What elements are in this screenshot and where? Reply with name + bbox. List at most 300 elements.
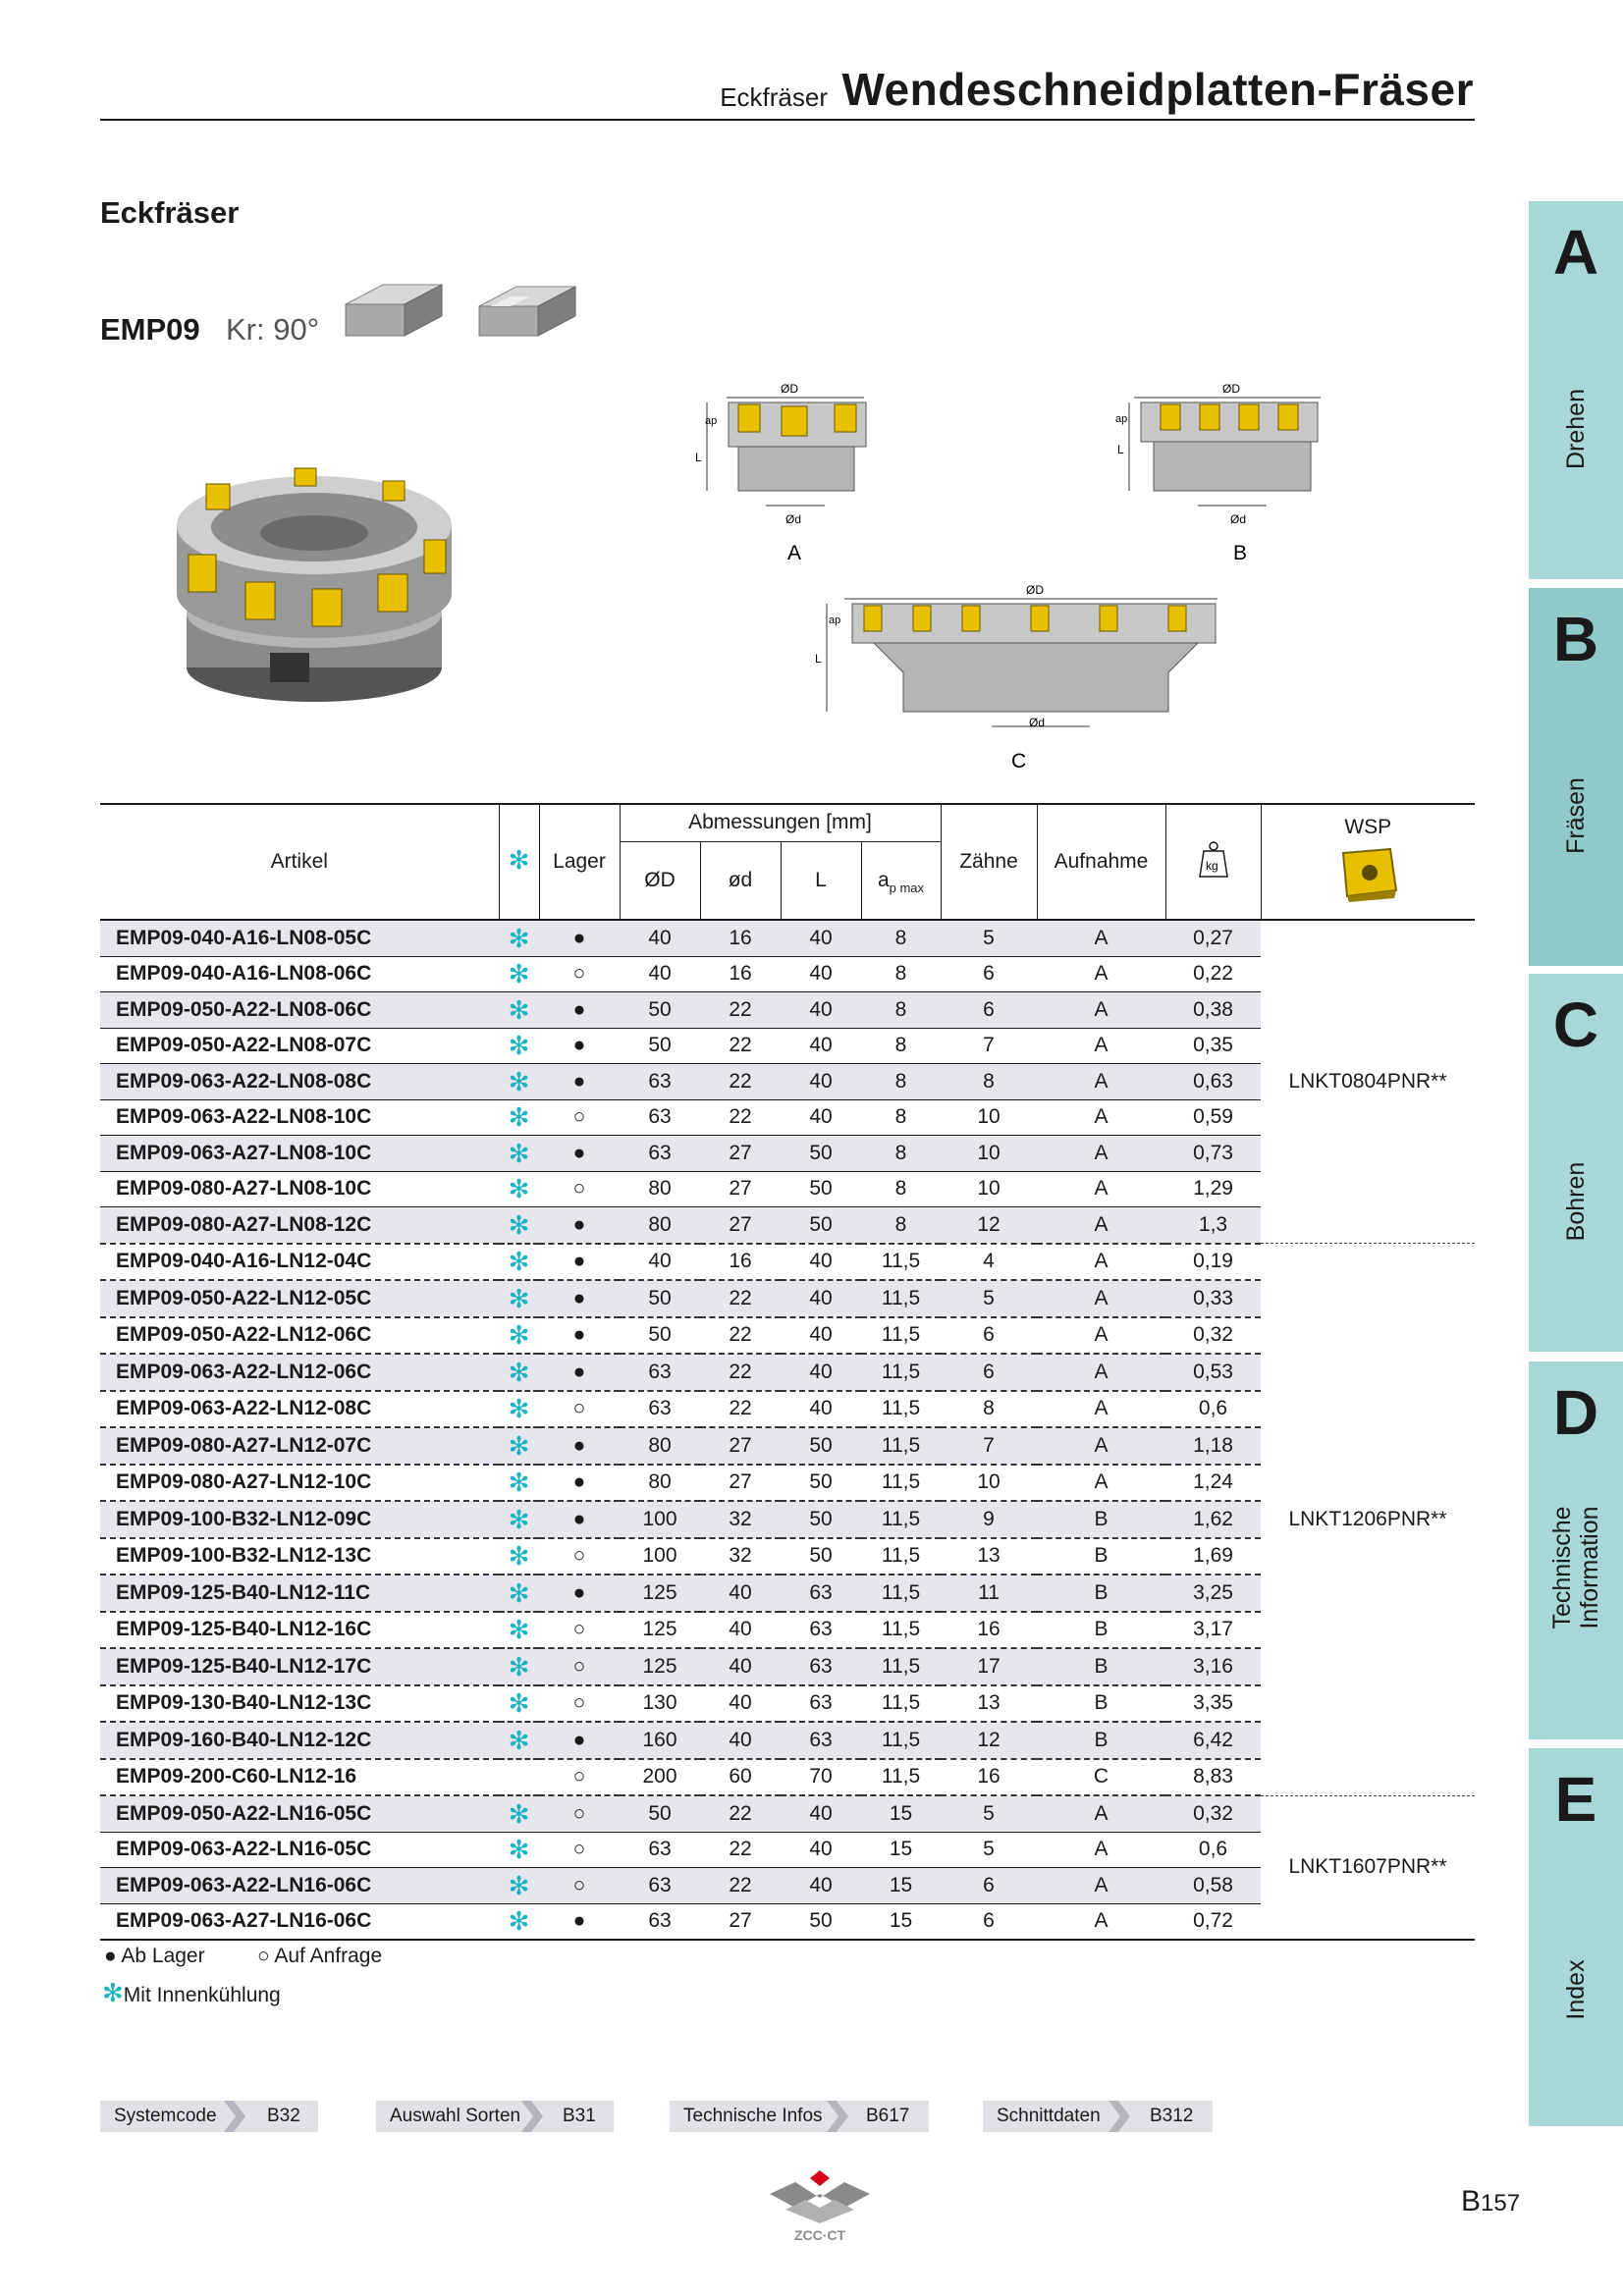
dim-L: 40 xyxy=(781,1028,861,1064)
dim-D: 100 xyxy=(620,1538,700,1575)
mount: A xyxy=(1037,1391,1165,1428)
teeth: 5 xyxy=(941,920,1037,956)
dim-ap: 11,5 xyxy=(861,1722,941,1759)
cooling-mark: ✻ xyxy=(499,920,539,956)
drawing-b-D: ØD xyxy=(1222,382,1240,396)
legend-request: ○ Auf Anfrage xyxy=(257,1945,383,1967)
teeth: 7 xyxy=(941,1028,1037,1064)
dim-D: 125 xyxy=(620,1575,700,1612)
stock-mark: ○ xyxy=(539,956,620,992)
tab-letter-e: E xyxy=(1554,1764,1597,1835)
dim-ap: 11,5 xyxy=(861,1427,941,1465)
col-lager: Lager xyxy=(539,804,620,920)
tab-label-index: Index xyxy=(1562,1959,1590,2020)
teeth: 9 xyxy=(941,1501,1037,1538)
article-number: EMP09-080-A27-LN12-10C xyxy=(100,1465,499,1502)
article-number: EMP09-125-B40-LN12-16C xyxy=(100,1612,499,1649)
mount: A xyxy=(1037,1207,1165,1244)
dim-D: 80 xyxy=(620,1427,700,1465)
stock-mark: ○ xyxy=(539,1099,620,1136)
teeth: 6 xyxy=(941,992,1037,1029)
mount: A xyxy=(1037,1465,1165,1502)
dim-L: 40 xyxy=(781,1099,861,1136)
mount: A xyxy=(1037,1064,1165,1100)
mount: A xyxy=(1037,1099,1165,1136)
cooling-mark: ✻ xyxy=(499,1427,539,1465)
article-number: EMP09-040-A16-LN08-05C xyxy=(100,920,499,956)
tab-label-bohren: Bohren xyxy=(1562,1161,1590,1242)
mount: B xyxy=(1037,1575,1165,1612)
dim-D: 160 xyxy=(620,1722,700,1759)
dim-d: 27 xyxy=(700,1136,781,1172)
weight: 1,24 xyxy=(1165,1465,1261,1502)
dim-L: 40 xyxy=(781,1832,861,1868)
dim-D: 50 xyxy=(620,992,700,1029)
dim-d: 27 xyxy=(700,1171,781,1207)
col-L: L xyxy=(781,841,861,920)
drawing-c-ap: ap xyxy=(829,614,841,626)
dim-D: 50 xyxy=(620,1317,700,1355)
dim-ap: 11,5 xyxy=(861,1501,941,1538)
dim-D: 50 xyxy=(620,1028,700,1064)
dim-L: 50 xyxy=(781,1538,861,1575)
insert-icon xyxy=(206,484,230,509)
article-number: EMP09-100-B32-LN12-13C xyxy=(100,1538,499,1575)
col-ap: $a_{p max}$ xyxy=(861,841,941,920)
weight: 0,53 xyxy=(1165,1354,1261,1391)
dim-d: 22 xyxy=(700,1354,781,1391)
tab-technische-information[interactable] xyxy=(1529,1362,1623,1739)
weight: 0,38 xyxy=(1165,992,1261,1029)
mount: C xyxy=(1037,1759,1165,1796)
article-number: EMP09-040-A16-LN12-04C xyxy=(100,1244,499,1281)
dim-ap: 8 xyxy=(861,1136,941,1172)
stock-mark: ● xyxy=(539,1354,620,1391)
page-number: B157 xyxy=(1461,2185,1521,2217)
dim-D: 130 xyxy=(620,1685,700,1723)
dim-ap: 8 xyxy=(861,956,941,992)
weight: 0,72 xyxy=(1165,1903,1261,1940)
dim-D: 63 xyxy=(620,1354,700,1391)
dim-D: 125 xyxy=(620,1648,700,1685)
ref-technische-infos[interactable]: Technische Infos B617 xyxy=(670,2101,929,2132)
weight: 1,69 xyxy=(1165,1538,1261,1575)
dim-L: 40 xyxy=(781,920,861,956)
tab-fraesen[interactable] xyxy=(1529,588,1623,966)
mount: B xyxy=(1037,1501,1165,1538)
chevron-right-icon xyxy=(521,2101,543,2132)
article-number: EMP09-063-A22-LN16-06C xyxy=(100,1868,499,1904)
stock-mark: ● xyxy=(539,1136,620,1172)
stock-mark: ● xyxy=(539,1244,620,1281)
teeth: 8 xyxy=(941,1391,1037,1428)
article-number: EMP09-063-A22-LN12-06C xyxy=(100,1354,499,1391)
weight: 1,3 xyxy=(1165,1207,1261,1244)
drawing-c-L: L xyxy=(815,652,822,666)
tab-drehen[interactable] xyxy=(1529,201,1623,579)
dim-d: 27 xyxy=(700,1903,781,1940)
dim-D: 63 xyxy=(620,1903,700,1940)
teeth: 7 xyxy=(941,1427,1037,1465)
teeth: 6 xyxy=(941,1868,1037,1904)
cooling-mark: ✻ xyxy=(499,1501,539,1538)
insert-icon xyxy=(383,481,405,501)
teeth: 11 xyxy=(941,1575,1037,1612)
mount: A xyxy=(1037,1354,1165,1391)
drawing-b-label: B xyxy=(1233,542,1248,564)
stock-mark: ○ xyxy=(539,1795,620,1832)
stock-mark: ● xyxy=(539,1207,620,1244)
table-row xyxy=(100,920,1475,956)
drawing-a-ap: ap xyxy=(705,415,718,427)
article-number: EMP09-063-A22-LN12-08C xyxy=(100,1391,499,1428)
ref-schnittdaten[interactable]: Schnittdaten B312 xyxy=(983,2101,1213,2132)
mount: A xyxy=(1037,1136,1165,1172)
header-rule xyxy=(100,119,1475,121)
tab-letter-d: D xyxy=(1552,1377,1599,1448)
insert-icon xyxy=(189,555,216,592)
drawing-b xyxy=(1090,373,1345,569)
dim-d: 22 xyxy=(700,1868,781,1904)
ref-systemcode[interactable]: Systemcode B32 xyxy=(100,2101,318,2132)
dim-D: 50 xyxy=(620,1795,700,1832)
teeth: 10 xyxy=(941,1171,1037,1207)
cooling-mark: ✻ xyxy=(499,1795,539,1832)
wsp-group-label: LNKT0804PNR** xyxy=(1261,920,1475,1244)
cooling-mark: ✻ xyxy=(499,1612,539,1649)
dim-L: 50 xyxy=(781,1207,861,1244)
mount: A xyxy=(1037,956,1165,992)
dim-d: 27 xyxy=(700,1427,781,1465)
dim-L: 63 xyxy=(781,1648,861,1685)
stock-mark: ○ xyxy=(539,1868,620,1904)
dim-d: 40 xyxy=(700,1685,781,1723)
teeth: 5 xyxy=(941,1832,1037,1868)
dim-L: 40 xyxy=(781,1280,861,1317)
stock-mark: ● xyxy=(539,992,620,1029)
dim-d: 22 xyxy=(700,1028,781,1064)
teeth: 6 xyxy=(941,1903,1037,1940)
chevron-right-icon xyxy=(827,2101,848,2132)
chevron-right-icon xyxy=(1109,2101,1130,2132)
stock-mark: ● xyxy=(539,920,620,956)
article-number: EMP09-125-B40-LN12-17C xyxy=(100,1648,499,1685)
stock-mark: ● xyxy=(539,1064,620,1100)
drawing-c-D: ØD xyxy=(1026,583,1044,597)
dim-ap: 15 xyxy=(861,1832,941,1868)
mount: B xyxy=(1037,1538,1165,1575)
dim-D: 63 xyxy=(620,1136,700,1172)
weight: 6,42 xyxy=(1165,1722,1261,1759)
weight: 1,29 xyxy=(1165,1171,1261,1207)
dim-d: 32 xyxy=(700,1501,781,1538)
insert-icon xyxy=(295,468,316,486)
article-number: EMP09-125-B40-LN12-11C xyxy=(100,1575,499,1612)
tab-label-drehen: Drehen xyxy=(1562,389,1590,469)
weight: 0,6 xyxy=(1165,1391,1261,1428)
dim-d: 22 xyxy=(700,1795,781,1832)
product-table xyxy=(100,803,1475,1941)
teeth: 13 xyxy=(941,1538,1037,1575)
weight: 0,19 xyxy=(1165,1244,1261,1281)
section-title: Eckfräser xyxy=(100,195,240,230)
dim-ap: 8 xyxy=(861,1207,941,1244)
logo-text: ZCC·CT xyxy=(793,2227,846,2243)
header-category: Eckfräser xyxy=(720,82,828,112)
dim-ap: 11,5 xyxy=(861,1354,941,1391)
dim-D: 40 xyxy=(620,956,700,992)
weight: 0,32 xyxy=(1165,1317,1261,1355)
col-artikel: Artikel xyxy=(100,804,499,920)
teeth: 12 xyxy=(941,1207,1037,1244)
dim-L: 50 xyxy=(781,1427,861,1465)
col-weight xyxy=(1165,804,1261,920)
dim-ap: 11,5 xyxy=(861,1465,941,1502)
drawing-b-ap: ap xyxy=(1115,413,1128,425)
dim-d: 32 xyxy=(700,1538,781,1575)
stock-mark: ● xyxy=(539,1722,620,1759)
zcc-ct-logo xyxy=(766,2164,874,2243)
tab-bohren[interactable] xyxy=(1529,974,1623,1352)
article-number: EMP09-063-A22-LN08-08C xyxy=(100,1064,499,1100)
dim-L: 40 xyxy=(781,1317,861,1355)
article-number: EMP09-080-A27-LN08-10C xyxy=(100,1171,499,1207)
cooling-mark: ✻ xyxy=(499,1280,539,1317)
weight: 1,62 xyxy=(1165,1501,1261,1538)
legend-cooling: ✻Mit Innenkühlung xyxy=(102,1978,281,2007)
dim-D: 80 xyxy=(620,1207,700,1244)
weight: 0,33 xyxy=(1165,1280,1261,1317)
milling-cutter-illustration xyxy=(167,447,461,712)
stock-mark: ○ xyxy=(539,1685,620,1723)
teeth: 5 xyxy=(941,1280,1037,1317)
tab-index[interactable] xyxy=(1529,1748,1623,2126)
stock-mark: ○ xyxy=(539,1538,620,1575)
mount: A xyxy=(1037,920,1165,956)
weight: 0,6 xyxy=(1165,1832,1261,1868)
cooling-mark: ✻ xyxy=(499,1064,539,1100)
drawing-b-d: Ød xyxy=(1230,512,1247,526)
article-number: EMP09-050-A22-LN12-05C xyxy=(100,1280,499,1317)
dim-L: 40 xyxy=(781,1244,861,1281)
dim-d: 40 xyxy=(700,1575,781,1612)
cooling-mark: ✻ xyxy=(499,1244,539,1281)
mount: A xyxy=(1037,1868,1165,1904)
dim-ap: 11,5 xyxy=(861,1648,941,1685)
weight: 0,22 xyxy=(1165,956,1261,992)
dim-ap: 15 xyxy=(861,1868,941,1904)
drawing-a xyxy=(687,373,903,569)
insert-icon xyxy=(245,582,275,619)
cooling-mark: ✻ xyxy=(499,992,539,1029)
stock-mark: ○ xyxy=(539,1612,620,1649)
teeth: 16 xyxy=(941,1759,1037,1796)
cooling-mark: ✻ xyxy=(499,1028,539,1064)
dim-d: 22 xyxy=(700,1064,781,1100)
mount: A xyxy=(1037,1427,1165,1465)
drawing-b-L: L xyxy=(1117,443,1124,456)
wsp-label: WSP xyxy=(1344,816,1392,838)
insert-icon xyxy=(424,540,446,573)
dim-ap: 8 xyxy=(861,920,941,956)
weight: 0,59 xyxy=(1165,1099,1261,1136)
drawing-a-L: L xyxy=(695,451,702,464)
dim-ap: 11,5 xyxy=(861,1317,941,1355)
dim-L: 50 xyxy=(781,1501,861,1538)
teeth: 5 xyxy=(941,1795,1037,1832)
cooling-mark: ✻ xyxy=(499,1391,539,1428)
dim-d: 22 xyxy=(700,1832,781,1868)
cooling-mark: ✻ xyxy=(499,1648,539,1685)
drawing-a-d: Ød xyxy=(785,512,802,526)
dim-ap: 11,5 xyxy=(861,1538,941,1575)
weight: 8,83 xyxy=(1165,1759,1261,1796)
cooling-mark: ✻ xyxy=(499,1099,539,1136)
article-number: EMP09-063-A22-LN08-10C xyxy=(100,1099,499,1136)
dim-L: 50 xyxy=(781,1171,861,1207)
dim-ap: 11,5 xyxy=(861,1391,941,1428)
dim-L: 63 xyxy=(781,1722,861,1759)
mount: A xyxy=(1037,1244,1165,1281)
article-number: EMP09-050-A22-LN08-07C xyxy=(100,1028,499,1064)
dim-ap: 8 xyxy=(861,1171,941,1207)
article-number: EMP09-040-A16-LN08-06C xyxy=(100,956,499,992)
dim-d: 22 xyxy=(700,992,781,1029)
dim-ap: 8 xyxy=(861,1064,941,1100)
cooling-mark: ✻ xyxy=(499,1171,539,1207)
mount: A xyxy=(1037,1171,1165,1207)
wsp-group-label: LNKT1607PNR** xyxy=(1261,1795,1475,1940)
dim-L: 70 xyxy=(781,1759,861,1796)
stock-mark: ○ xyxy=(539,1759,620,1796)
dim-D: 200 xyxy=(620,1759,700,1796)
dim-L: 50 xyxy=(781,1465,861,1502)
dim-d: 27 xyxy=(700,1207,781,1244)
stock-mark: ● xyxy=(539,1575,620,1612)
cooling-mark: ✻ xyxy=(499,1685,539,1723)
stock-mark: ● xyxy=(539,1317,620,1355)
weight: 0,73 xyxy=(1165,1136,1261,1172)
cooling-mark: ✻ xyxy=(499,1903,539,1940)
dim-D: 40 xyxy=(620,920,700,956)
teeth: 4 xyxy=(941,1244,1037,1281)
dim-L: 40 xyxy=(781,1868,861,1904)
teeth: 10 xyxy=(941,1136,1037,1172)
dim-ap: 8 xyxy=(861,1028,941,1064)
insert-shape-icons xyxy=(344,265,599,353)
weight: 0,58 xyxy=(1165,1868,1261,1904)
col-cooling xyxy=(499,804,539,920)
teeth: 8 xyxy=(941,1064,1037,1100)
legend-stock: ● Ab Lager xyxy=(104,1945,205,1967)
dim-D: 40 xyxy=(620,1244,700,1281)
article-number: EMP09-050-A22-LN12-06C xyxy=(100,1317,499,1355)
table-row xyxy=(100,1795,1475,1832)
weight: 0,63 xyxy=(1165,1064,1261,1100)
dim-d: 16 xyxy=(700,956,781,992)
dim-d: 40 xyxy=(700,1648,781,1685)
cooling-icon: ✻ xyxy=(508,844,530,875)
dim-d: 40 xyxy=(700,1722,781,1759)
weight: 0,32 xyxy=(1165,1795,1261,1832)
dim-L: 63 xyxy=(781,1685,861,1723)
article-number: EMP09-063-A27-LN16-06C xyxy=(100,1903,499,1940)
article-number: EMP09-160-B40-LN12-12C xyxy=(100,1722,499,1759)
tab-letter-c: C xyxy=(1552,989,1599,1060)
stock-mark: ● xyxy=(539,1903,620,1940)
dim-L: 40 xyxy=(781,956,861,992)
cooling-mark: ✻ xyxy=(499,1207,539,1244)
article-number: EMP09-063-A27-LN08-10C xyxy=(100,1136,499,1172)
teeth: 10 xyxy=(941,1099,1037,1136)
col-aufnahme: Aufnahme xyxy=(1037,804,1165,920)
dim-ap: 15 xyxy=(861,1795,941,1832)
dim-ap: 11,5 xyxy=(861,1759,941,1796)
weight: 3,25 xyxy=(1165,1575,1261,1612)
dim-L: 63 xyxy=(781,1575,861,1612)
cooling-mark: ✻ xyxy=(499,1465,539,1502)
weight: 3,35 xyxy=(1165,1685,1261,1723)
weight: 0,27 xyxy=(1165,920,1261,956)
chevron-right-icon xyxy=(224,2101,245,2132)
dim-D: 125 xyxy=(620,1612,700,1649)
dim-ap: 8 xyxy=(861,1099,941,1136)
article-number: EMP09-130-B40-LN12-13C xyxy=(100,1685,499,1723)
model-name: EMP09 xyxy=(100,312,200,347)
teeth: 13 xyxy=(941,1685,1037,1723)
dim-L: 40 xyxy=(781,992,861,1029)
dim-d: 22 xyxy=(700,1099,781,1136)
dim-ap: 11,5 xyxy=(861,1685,941,1723)
page-title: Wendeschneidplatten-Fräser xyxy=(841,64,1474,115)
dim-d: 22 xyxy=(700,1391,781,1428)
mount: B xyxy=(1037,1722,1165,1759)
dim-D: 63 xyxy=(620,1832,700,1868)
stock-mark: ○ xyxy=(539,1832,620,1868)
dim-ap: 11,5 xyxy=(861,1244,941,1281)
dim-ap: 8 xyxy=(861,992,941,1029)
teeth: 10 xyxy=(941,1465,1037,1502)
dim-d: 16 xyxy=(700,920,781,956)
weight: 1,18 xyxy=(1165,1427,1261,1465)
tab-label-technische-information: Technische Information xyxy=(1548,1506,1603,1629)
cooling-mark xyxy=(499,1759,539,1796)
dim-d: 22 xyxy=(700,1280,781,1317)
ref-auswahl-sorten[interactable]: Auswahl Sorten B31 xyxy=(376,2101,614,2132)
mount: A xyxy=(1037,1317,1165,1355)
dim-ap: 11,5 xyxy=(861,1575,941,1612)
mount: A xyxy=(1037,1832,1165,1868)
article-number: EMP09-050-A22-LN08-06C xyxy=(100,992,499,1029)
cooling-mark: ✻ xyxy=(499,1317,539,1355)
dim-D: 80 xyxy=(620,1171,700,1207)
weight: 3,16 xyxy=(1165,1648,1261,1685)
col-abmessungen: Abmessungen [mm] xyxy=(620,804,941,841)
dim-ap: 15 xyxy=(861,1903,941,1940)
weight: 3,17 xyxy=(1165,1612,1261,1649)
article-number: EMP09-080-A27-LN08-12C xyxy=(100,1207,499,1244)
cooling-mark: ✻ xyxy=(499,1354,539,1391)
article-number: EMP09-080-A27-LN12-07C xyxy=(100,1427,499,1465)
dim-d: 22 xyxy=(700,1317,781,1355)
dim-L: 40 xyxy=(781,1391,861,1428)
teeth: 6 xyxy=(941,956,1037,992)
article-number: EMP09-063-A22-LN16-05C xyxy=(100,1832,499,1868)
table-row xyxy=(100,1244,1475,1281)
drawing-c-label: C xyxy=(1011,750,1027,773)
dim-D: 63 xyxy=(620,1868,700,1904)
col-D: ØD xyxy=(620,841,700,920)
